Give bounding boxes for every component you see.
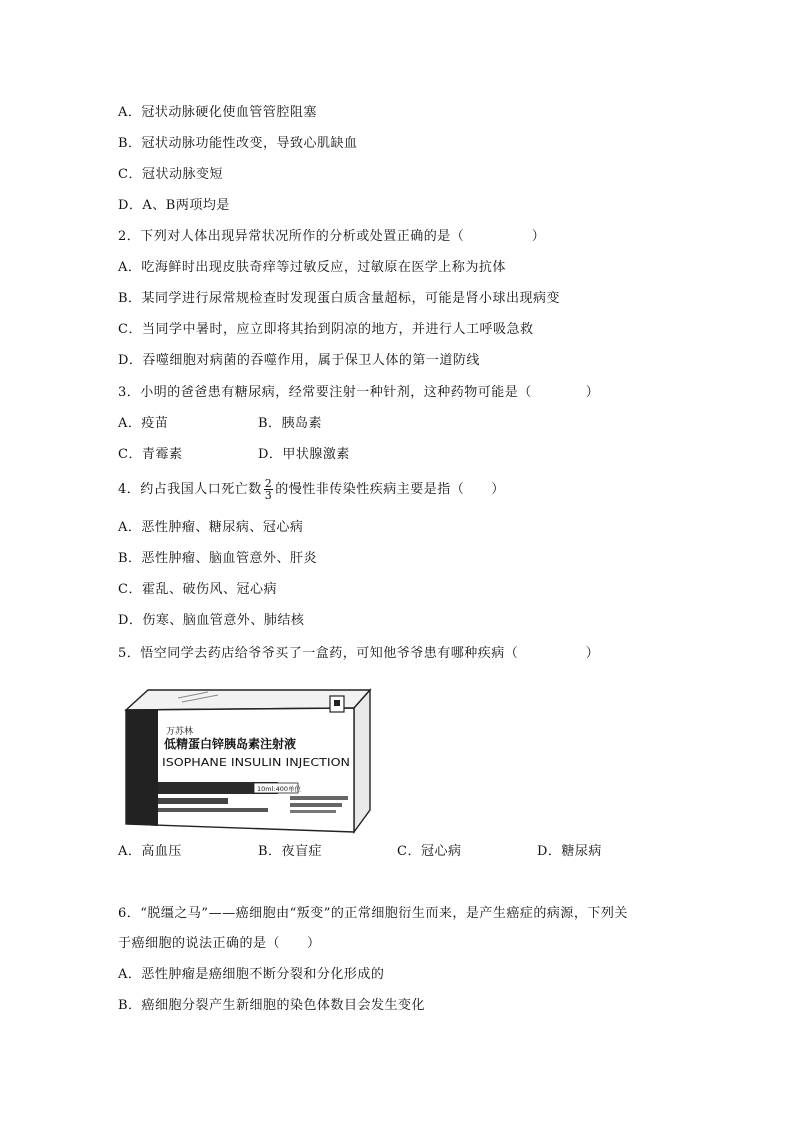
q3-option-b: B．胰岛素 — [258, 416, 323, 431]
q4-stem-pre: 4．约占我国人口死亡数 — [118, 482, 262, 497]
q4-fraction — [264, 478, 274, 501]
q6-stem-line1: 6．“脱缰之马”——癌细胞由“叛变”的正常细胞衍生而来，是产生癌症的病源，下列关 — [118, 906, 628, 921]
q2-option-a: A．吃海鲜时出现皮肤奇痒等过敏反应，过敏原在医学上称为抗体 — [118, 260, 506, 275]
q4-stem-post: 的慢性非传染性疾病主要是指（ ） — [275, 482, 505, 497]
q4-option-a: A．恶性肿瘤、糖尿病、冠心病 — [118, 520, 304, 535]
q2-option-b: B．某同学进行尿常规检查时发现蛋白质含量超标，可能是肾小球出现病变 — [118, 291, 561, 306]
q3-stem: 3．小明的爸爸患有糖尿病，经常要注射一种针剂，这种药物可能是（ ） — [118, 385, 600, 400]
q4-fraction-denominator: 3 — [264, 489, 273, 502]
q3-option-a: A．疫苗 — [118, 416, 169, 431]
q5-option-c: C．冠心病 — [397, 844, 462, 859]
q1-option-d: D．A、B两项均是 — [118, 198, 230, 213]
q4-fraction-numerator: 2 — [264, 477, 273, 490]
q3-option-c: C．青霉素 — [118, 447, 183, 462]
q4-option-b: B．恶性肿瘤、脑血管意外、肝炎 — [118, 551, 318, 566]
q1-option-b: B．冠状动脉功能性改变，导致心肌缺血 — [118, 136, 358, 151]
q2-option-d: D．吞噬细胞对病菌的吞噬作用，属于保卫人体的第一道防线 — [118, 353, 480, 368]
q4-stem — [118, 478, 505, 501]
q6-option-a: A．恶性肿瘤是癌细胞不断分裂和分化形成的 — [118, 967, 385, 982]
q1-option-c: C．冠状动脉变短 — [118, 167, 223, 182]
q6-stem-line2: 于癌细胞的说法正确的是（ ） — [118, 936, 321, 951]
q5-option-a: A．高血压 — [118, 844, 182, 859]
box-spec-text: 10ml:400单位 — [257, 785, 302, 793]
q5-options-row — [118, 843, 678, 861]
q5-stem: 5．悟空同学去药店给爷爷买了一盒药，可知他爷爷患有哪种疾病（ ） — [118, 646, 600, 661]
box-name-en-text: ISOPHANE INSULIN INJECTION — [162, 756, 350, 769]
q4-option-d: D．伤寒、脑血管意外、肺结核 — [118, 613, 305, 628]
q3-options-row2 — [118, 446, 518, 464]
q2-stem: 2．下列对人体出现异常状况所作的分析或处置正确的是（ ） — [118, 229, 546, 244]
q5-option-b: B．夜盲症 — [258, 844, 323, 859]
insulin-box-image — [118, 686, 380, 836]
q3-option-d: D．甲状腺激素 — [258, 447, 350, 462]
q3-options-row1 — [118, 415, 518, 433]
q6-option-b: B．癌细胞分裂产生新细胞的染色体数目会发生变化 — [118, 998, 426, 1013]
box-brand-text: 万苏林 — [166, 727, 194, 737]
q5-option-d: D．糖尿病 — [537, 844, 602, 859]
q4-option-c: C．霍乱、破伤风、冠心病 — [118, 582, 277, 597]
q1-option-a: A．冠状动脉硬化使血管管腔阻塞 — [118, 105, 317, 120]
box-name-cn-text: 低精蛋白锌胰岛素注射液 — [164, 737, 297, 751]
q2-option-c: C．当同学中暑时，应立即将其抬到阴凉的地方，并进行人工呼吸急救 — [118, 322, 534, 337]
